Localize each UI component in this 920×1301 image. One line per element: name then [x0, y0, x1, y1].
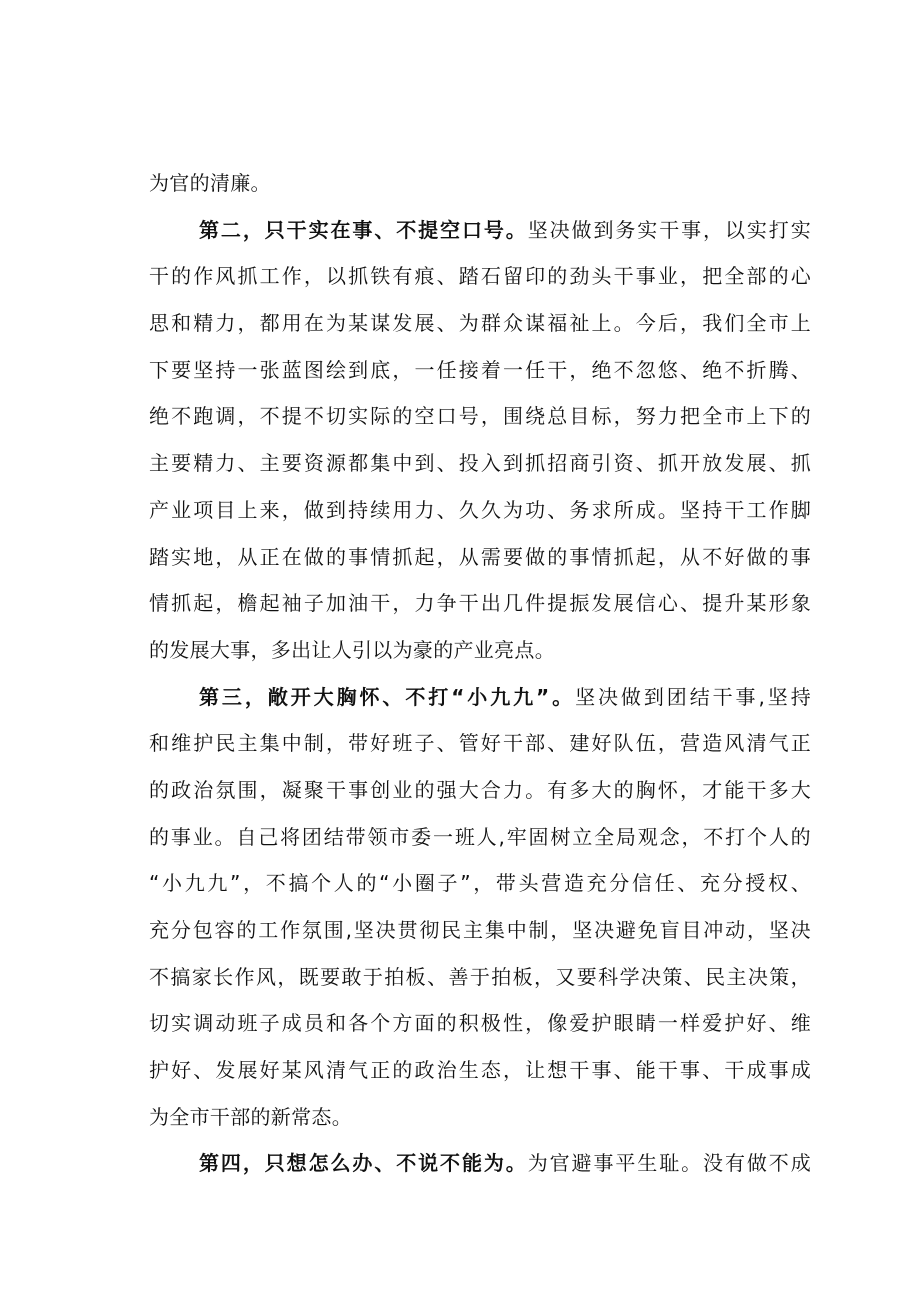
text-line: 充分包容的工作氛围,坚决贯彻民主集中制，坚决避免盲目冲动，坚决	[149, 918, 811, 942]
text-line: 和维护民主集中制，带好班子、管好干部、建好队伍，营造风清气正	[149, 731, 811, 756]
text-line: 切实调动班子成员和各个方面的积极性，像爱护眼睛一样爱护好、维	[149, 1011, 811, 1036]
paragraph-heading-line	[149, 207, 811, 254]
document-body	[149, 160, 811, 1187]
text-line: 绝不跑调，不提不切实际的空口号，围绕总目标，努力把全市上下的	[149, 404, 811, 429]
text-line: 不搞家长作风，既要敢于拍板、善于拍板，又要科学决策、民主决策，	[149, 964, 811, 989]
text-line: 踏实地，从正在做的事情抓起，从需要做的事情抓起，从不好做的事	[149, 544, 811, 569]
text-line: 的政治氛围，凝聚干事创业的强大合力。有多大的胸怀，才能干多大	[149, 777, 811, 802]
text-line: 情抓起，檐起袖子加油干，力争干出几件提振发展信心、提升某形象	[149, 591, 811, 616]
text-line: 护好、发展好某风清气正的政治生态，让想干事、能干事、干成事成	[149, 1058, 811, 1083]
paragraph-heading: 第二，只干实在事、不提空口号。	[199, 217, 528, 242]
text-line: 的发展大事，多出让人引以为豪的产业亮点。	[149, 637, 555, 662]
text-line: 产业项目上来，做到持续用力、久久为功、务求所成。坚持干工作脚	[149, 497, 811, 522]
text-line: 为官的清廉。	[149, 171, 271, 195]
text-span: 为官避事平生耻。没有做不成	[527, 1151, 811, 1176]
paragraph-heading-line	[149, 1140, 811, 1187]
paragraph-heading: 第四，只想怎么办、不说不能为。	[199, 1151, 528, 1176]
text-span: 坚决做到务实干事，以实打实	[527, 217, 811, 242]
text-line: 为全市干部的新常态。	[149, 1104, 352, 1129]
paragraph-heading-line	[149, 674, 811, 721]
paragraph-heading: 第三，敞开大胸怀、不打“小九九”。	[199, 684, 576, 709]
text-line: 主要精力、主要资源都集中到、投入到抓招商引资、抓开放发展、抓	[149, 451, 811, 476]
text-line: 的事业。自己将团结带领市委一班人,牢固树立全局观念，不打个人的	[149, 824, 811, 849]
text-span: 坚决做到团结干事,坚持	[575, 684, 811, 709]
text-line: 干的作风抓工作，以抓铁有痕、踏石留印的劲头干事业，把全部的心	[149, 264, 811, 289]
text-line: “小九九”，不搞个人的“小圈子”，带头营造充分信任、充分授权、	[149, 871, 811, 896]
text-line: 下要坚持一张蓝图绘到底，一任接着一任干，绝不忽悠、绝不折腾、	[149, 357, 811, 382]
text-line: 思和精力，都用在为某谋发展、为群众谋福祉上。今后，我们全市上	[149, 311, 811, 336]
